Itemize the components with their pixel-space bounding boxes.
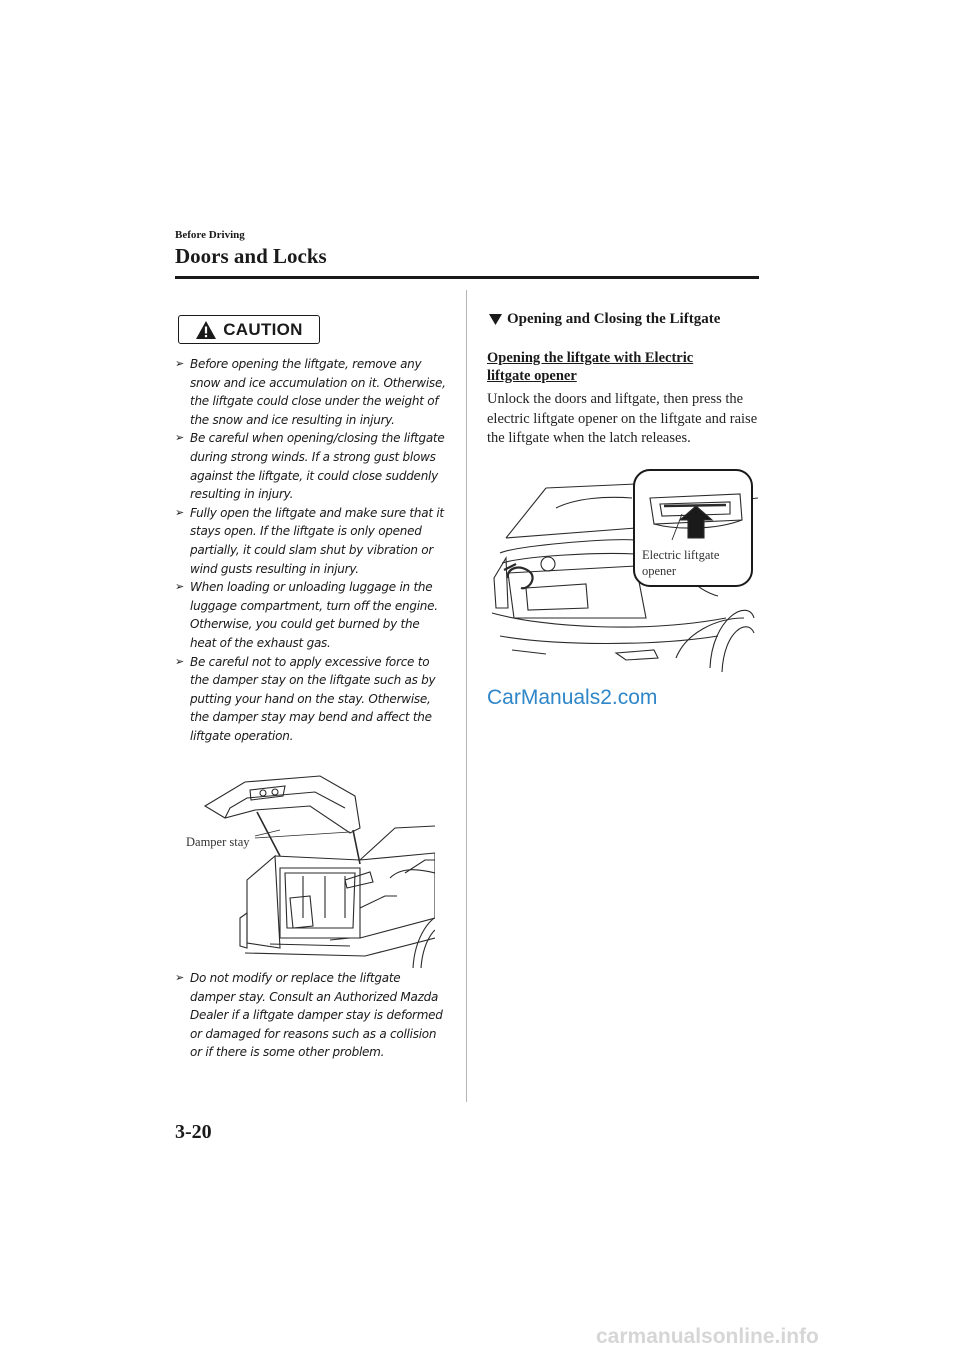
caution-list [175, 355, 447, 745]
bullet-arrow-icon: ➢ [175, 431, 184, 445]
subsection-title-text: Opening and Closing the Liftgate [507, 311, 721, 327]
warning-icon [195, 320, 217, 340]
electric-liftgate-opener-callout: Electric liftgate opener [642, 548, 720, 578]
caution-list [175, 969, 447, 1062]
caution-item: ➢ Do not modify or replace the liftgate damper stay. Consult an Authorized Mazda Dealer if a liftgate damper stay is deformed or damaged for reasons such as a collision or if there is some other problem. [175, 971, 443, 1060]
section-label: Before Driving [175, 229, 245, 241]
caution-label: CAUTION [223, 319, 303, 339]
caution-item: ➢ Be careful when opening/closing the liftgate during strong winds. If a strong gust blows against the liftgate, it could close suddenly resulting in injury. [175, 431, 445, 502]
carmanuals-watermark: CarManuals2.com [487, 686, 658, 709]
header-rule [175, 276, 759, 279]
bullet-arrow-icon: ➢ [175, 971, 184, 984]
caution-item: ➢ Fully open the liftgate and make sure that it stays open. If the liftgate is only opened partially, it could slam shut by vibration or wind gusts resulting in injury. [175, 505, 444, 576]
caution-box [178, 315, 320, 344]
procedure-text: Unlock the doors and liftgate, then press the electric liftgate opener on the liftgate and raise the liftgate when the latch releases. [487, 391, 758, 446]
bullet-arrow-icon: ➢ [175, 357, 184, 370]
caution-item: ➢ Before opening the liftgate, remove any snow and ice accumulation on it. Otherwise, the liftgate could close under the weight of the snow and ice resulting in injury. [175, 357, 446, 427]
subsection-title [489, 311, 720, 328]
bullet-arrow-icon: ➢ [175, 505, 184, 519]
caution-item: ➢ Be careful not to apply excessive force to the damper stay on the liftgate such as by putting your hand on the stay. Otherwise, the damper stay may bend and affect the liftgate operation. [175, 654, 436, 743]
site-watermark: carmanualsonline.info [596, 1325, 819, 1348]
procedure-heading: Opening the liftgate with Electric liftgate opener [487, 350, 694, 384]
bullet-arrow-icon: ➢ [175, 654, 184, 668]
chapter-title: Doors and Locks [175, 244, 327, 268]
damper-stay-illustration [185, 768, 435, 968]
triangle-down-icon [489, 314, 502, 325]
bullet-arrow-icon: ➢ [175, 580, 184, 594]
caution-item: ➢ When loading or unloading luggage in the luggage compartment, turn off the engine. Otherwise, you could get burned by the heat of the exhaust gas. [175, 580, 438, 650]
page-number: 3-20 [175, 1121, 212, 1143]
column-divider [466, 290, 467, 1102]
damper-stay-callout: Damper stay [186, 835, 250, 849]
